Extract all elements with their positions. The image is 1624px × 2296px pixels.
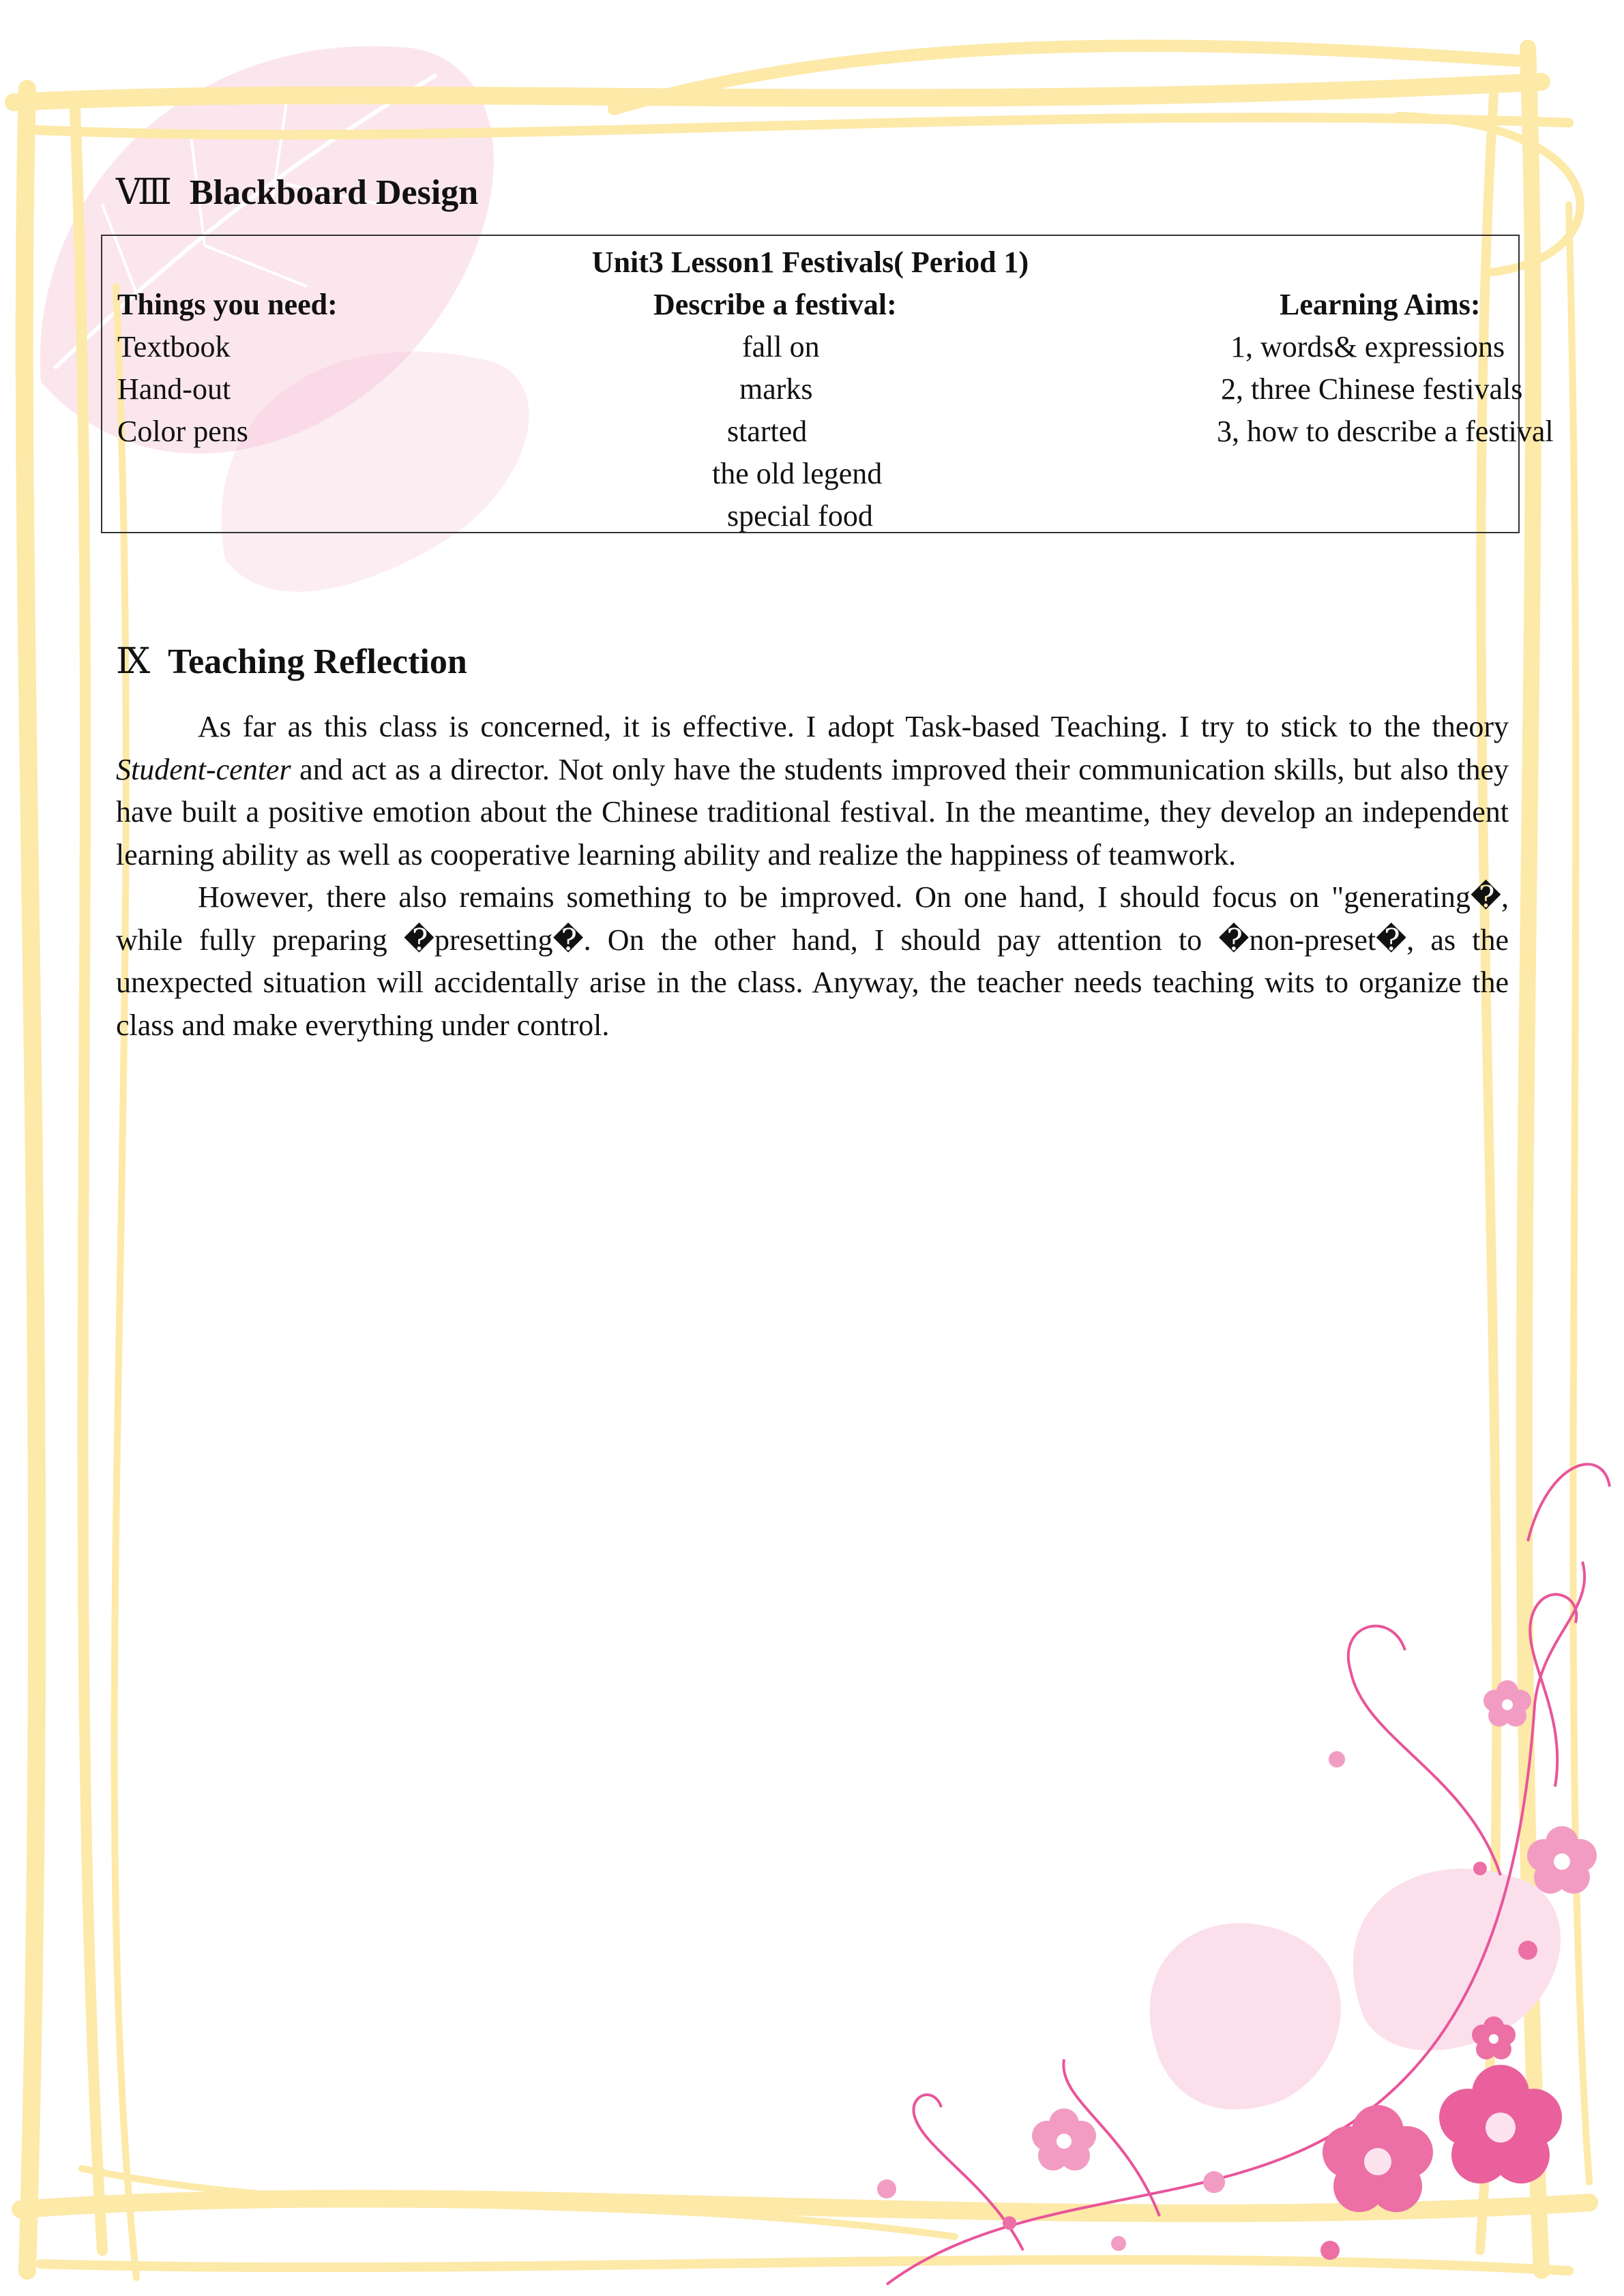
paragraph xyxy=(116,706,1509,876)
board-title: Unit3 Lesson1 Festivals( Period 1) xyxy=(591,245,1029,279)
section-heading-blackboard-design xyxy=(116,172,478,213)
list-item: fall on xyxy=(742,330,820,363)
section-heading-teaching-reflection xyxy=(116,641,467,682)
section-number: Ⅸ xyxy=(116,642,151,681)
paragraph: However, there also remains something to be improved. On one hand, I should focus on "generating�, while fully preparing �presetting�. On the other hand, I should pay attention to �non-preset�, as the unexpected situation will accidentally arise in the class. Anyway, the teacher needs teaching wits to organize the class and make everything under control. xyxy=(116,880,1509,1042)
section-title: Blackboard Design xyxy=(189,173,479,212)
blackboard-design-box xyxy=(101,235,1554,533)
list-item: special food xyxy=(727,499,873,533)
list-item: Textbook xyxy=(117,330,231,363)
list-item: the old legend xyxy=(712,457,883,490)
list-item: 2, three Chinese festivals xyxy=(1221,372,1523,406)
column-heading: Describe a festival: xyxy=(653,288,897,321)
section-title: Teaching Reflection xyxy=(168,642,467,681)
list-item: Color pens xyxy=(117,415,248,448)
list-item: Hand-out xyxy=(117,372,231,406)
list-item: 3, how to describe a festival xyxy=(1217,415,1554,448)
paragraph-text: As far as this class is concerned, it is effective. I adopt Task-based Teaching. I try to stick to the theory xyxy=(198,710,1509,743)
column-heading: Things you need: xyxy=(117,288,338,321)
section-number: Ⅷ xyxy=(116,173,172,212)
emphasis-term: Student-center xyxy=(116,752,291,786)
column-things-you-need xyxy=(117,284,338,453)
list-item: started xyxy=(727,415,808,448)
column-learning-aims xyxy=(1112,284,1554,453)
list-item: 1, words& expressions xyxy=(1230,330,1505,363)
paragraph-text: and act as a director. Not only have the students improved their communication skills, but also they have built a positive emotion about the Chinese traditional festival. In the meantime, they develop an independent learning ability as well as cooperative learning ability and realize the happiness of teamwork. xyxy=(116,752,1509,871)
column-heading: Learning Aims: xyxy=(1280,288,1481,321)
teaching-reflection-body xyxy=(116,706,1509,1047)
list-item: marks xyxy=(739,372,813,406)
